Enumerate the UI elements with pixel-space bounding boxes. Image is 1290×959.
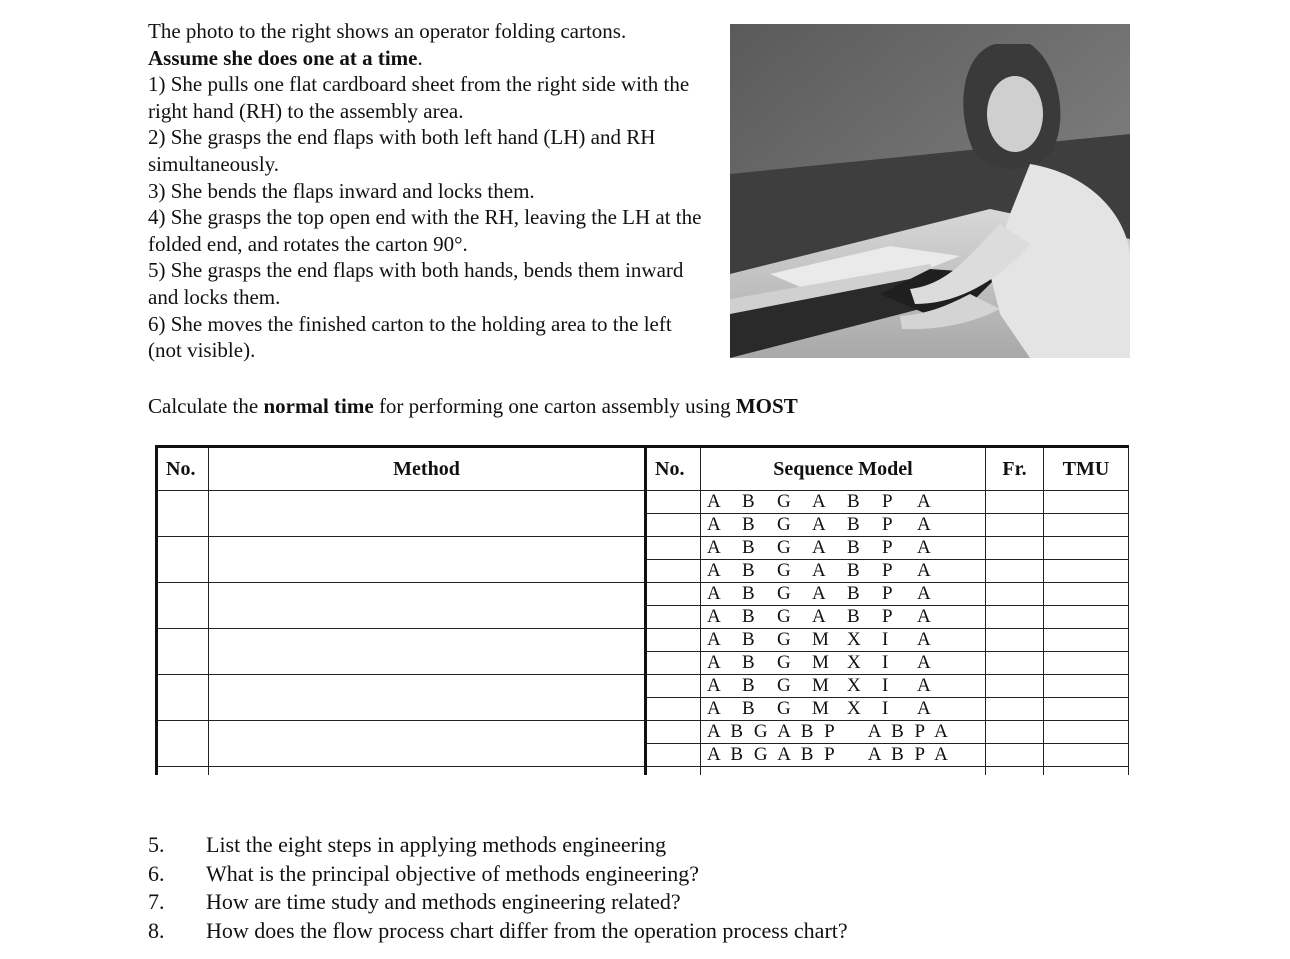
seq-letter: A bbox=[812, 514, 826, 535]
no-cell[interactable] bbox=[157, 491, 209, 537]
seq-letter: B bbox=[847, 560, 860, 581]
header-tmu: TMU bbox=[1044, 447, 1129, 491]
fr-cell[interactable] bbox=[986, 698, 1044, 721]
seq-letter: P bbox=[882, 491, 893, 512]
seq-letter: B bbox=[742, 583, 755, 604]
sequence-cell bbox=[701, 560, 986, 583]
seq-letter: G bbox=[777, 491, 791, 512]
seq-letter: A bbox=[707, 606, 721, 627]
seq-letter: A bbox=[707, 629, 721, 650]
no2-cell[interactable] bbox=[646, 560, 701, 583]
seq-letter: G bbox=[777, 698, 791, 719]
seq-letter: G bbox=[777, 606, 791, 627]
seq-letter: A bbox=[707, 675, 721, 696]
question-item bbox=[148, 917, 848, 946]
sequence-cell bbox=[701, 514, 986, 537]
sequence-cell bbox=[701, 767, 986, 776]
table-row bbox=[157, 583, 1129, 606]
seq-letter: P bbox=[882, 537, 893, 558]
no2-cell[interactable] bbox=[646, 537, 701, 560]
fr-cell[interactable] bbox=[986, 606, 1044, 629]
seq-letter: A bbox=[707, 583, 721, 604]
seq-letter: A bbox=[917, 629, 931, 650]
fr-cell[interactable] bbox=[986, 675, 1044, 698]
tmu-cell[interactable] bbox=[1044, 560, 1129, 583]
seq-letter: A bbox=[812, 606, 826, 627]
seq-letter: I bbox=[882, 675, 889, 696]
method-cell[interactable] bbox=[209, 721, 646, 767]
fr-cell bbox=[986, 767, 1044, 776]
seq-letter: B bbox=[742, 629, 755, 650]
tmu-cell[interactable] bbox=[1044, 629, 1129, 652]
table-row bbox=[157, 537, 1129, 560]
seq-letter: B bbox=[742, 537, 755, 558]
question-number: 7. bbox=[148, 889, 165, 914]
seq-letter: P bbox=[882, 560, 893, 581]
fr-cell[interactable] bbox=[986, 652, 1044, 675]
sequence-cell bbox=[701, 675, 986, 698]
tmu-cell bbox=[1044, 767, 1129, 776]
no-cell[interactable] bbox=[157, 629, 209, 675]
seq-letter: B bbox=[847, 583, 860, 604]
tmu-cell[interactable] bbox=[1044, 744, 1129, 767]
seq-letter: M bbox=[812, 698, 829, 719]
no2-cell[interactable] bbox=[646, 698, 701, 721]
seq-letter: A bbox=[917, 491, 931, 512]
calc-instruction bbox=[148, 393, 798, 419]
header-method: Method bbox=[209, 447, 646, 491]
seq-letter: G bbox=[777, 629, 791, 650]
sequence-cell bbox=[701, 606, 986, 629]
seq-letter: I bbox=[882, 629, 889, 650]
seq-letter: I bbox=[882, 698, 889, 719]
method-cell[interactable] bbox=[209, 583, 646, 629]
no-cell bbox=[157, 767, 209, 776]
question-item bbox=[148, 888, 848, 917]
no-cell[interactable] bbox=[157, 583, 209, 629]
header-fr: Fr. bbox=[986, 447, 1044, 491]
seq-letter: G bbox=[777, 560, 791, 581]
table-row bbox=[157, 675, 1129, 698]
seq-letter: B bbox=[742, 652, 755, 673]
tmu-cell[interactable] bbox=[1044, 537, 1129, 560]
seq-letter: A bbox=[917, 514, 931, 535]
assume-line: Assume she does one at a time. bbox=[148, 45, 423, 70]
method-cell[interactable] bbox=[209, 629, 646, 675]
fr-cell[interactable] bbox=[986, 583, 1044, 606]
seq-letter: A bbox=[812, 583, 826, 604]
seq-letter: A bbox=[707, 560, 721, 581]
intro-line: The photo to the right shows an operator folding cartons. bbox=[148, 19, 627, 43]
question-item bbox=[148, 831, 848, 860]
seq-letter: A bbox=[917, 583, 931, 604]
sequence-cell bbox=[701, 583, 986, 606]
fr-cell[interactable] bbox=[986, 744, 1044, 767]
tmu-cell[interactable] bbox=[1044, 583, 1129, 606]
seq-letter: I bbox=[882, 652, 889, 673]
seq-letter: P bbox=[882, 583, 893, 604]
no-cell[interactable] bbox=[157, 537, 209, 583]
method-cell[interactable] bbox=[209, 537, 646, 583]
seq-letter: A bbox=[812, 537, 826, 558]
seq-letter: A bbox=[707, 652, 721, 673]
seq-letter: M bbox=[812, 652, 829, 673]
seq-group-get-move: A B G A B P bbox=[707, 744, 838, 765]
sequence-cell bbox=[701, 629, 986, 652]
seq-letter: A bbox=[917, 675, 931, 696]
table-row bbox=[157, 721, 1129, 744]
question-number: 6. bbox=[148, 860, 165, 886]
seq-letter: A bbox=[707, 537, 721, 558]
seq-letter: G bbox=[777, 537, 791, 558]
tmu-cell[interactable] bbox=[1044, 721, 1129, 744]
seq-group-put-return: A B P A bbox=[867, 744, 951, 765]
seq-letter: M bbox=[812, 675, 829, 696]
seq-letter: A bbox=[707, 698, 721, 719]
tmu-cell[interactable] bbox=[1044, 491, 1129, 514]
no2-cell[interactable] bbox=[646, 652, 701, 675]
method-cell bbox=[209, 767, 646, 776]
seq-letter: A bbox=[707, 491, 721, 512]
fr-cell[interactable] bbox=[986, 721, 1044, 744]
review-questions bbox=[148, 831, 848, 945]
seq-group-get-move: A B G A B P bbox=[707, 721, 838, 742]
no2-cell[interactable] bbox=[646, 744, 701, 767]
step-6: 6) She moves the finished carton to the holding area to the left (not visible). bbox=[148, 311, 672, 363]
seq-letter: B bbox=[742, 560, 755, 581]
table-header-row bbox=[157, 447, 1129, 491]
seq-letter: B bbox=[742, 514, 755, 535]
calc-prefix: Calculate the bbox=[148, 394, 264, 418]
table-row bbox=[157, 629, 1129, 652]
seq-letter: X bbox=[847, 629, 861, 650]
seq-letter: A bbox=[707, 514, 721, 535]
tmu-cell[interactable] bbox=[1044, 606, 1129, 629]
header-sequence-model: Sequence Model bbox=[701, 447, 986, 491]
most-worksheet-table bbox=[155, 445, 1129, 775]
seq-letter: B bbox=[742, 698, 755, 719]
sequence-cell bbox=[701, 652, 986, 675]
fr-cell[interactable] bbox=[986, 537, 1044, 560]
question-item bbox=[148, 860, 848, 889]
seq-letter: P bbox=[882, 514, 893, 535]
seq-group-put-return: A B P A bbox=[867, 721, 951, 742]
fr-cell[interactable] bbox=[986, 514, 1044, 537]
no2-cell[interactable] bbox=[646, 721, 701, 744]
no2-cell[interactable] bbox=[646, 675, 701, 698]
step-2: 2) She grasps the end flaps with both left hand (LH) and RH simultaneously. bbox=[148, 125, 656, 176]
header-no-2: No. bbox=[646, 447, 701, 491]
seq-letter: B bbox=[742, 491, 755, 512]
seq-letter: B bbox=[847, 514, 860, 535]
tmu-cell[interactable] bbox=[1044, 675, 1129, 698]
operator-photo-illustration bbox=[730, 24, 1130, 358]
operator-photo bbox=[730, 24, 1130, 358]
seq-letter: B bbox=[847, 537, 860, 558]
sequence-cell bbox=[701, 491, 986, 514]
sequence-cell bbox=[701, 698, 986, 721]
step-5: 5) She grasps the end flaps with both hands, bends them inward and locks them. bbox=[148, 258, 684, 309]
step-4: 4) She grasps the top open end with the RH, leaving the LH at the folded end, and rotates the carton 90°. bbox=[148, 205, 702, 256]
seq-letter: G bbox=[777, 583, 791, 604]
no2-cell[interactable] bbox=[646, 629, 701, 652]
seq-letter: B bbox=[742, 675, 755, 696]
no2-cell[interactable] bbox=[646, 583, 701, 606]
seq-letter: A bbox=[917, 698, 931, 719]
no2-cell bbox=[646, 767, 701, 776]
method-cell[interactable] bbox=[209, 675, 646, 721]
assume-text: Assume she does one at a time bbox=[148, 45, 418, 70]
fr-cell[interactable] bbox=[986, 560, 1044, 583]
seq-letter: A bbox=[917, 560, 931, 581]
seq-letter: P bbox=[882, 606, 893, 627]
table-row bbox=[157, 491, 1129, 514]
seq-letter: X bbox=[847, 652, 861, 673]
seq-letter: A bbox=[812, 491, 826, 512]
sequence-cell bbox=[701, 721, 986, 744]
question-number: 8. bbox=[148, 917, 165, 943]
calc-normal-time: normal time bbox=[263, 394, 374, 418]
tmu-cell[interactable] bbox=[1044, 652, 1129, 675]
question-text: How are time study and methods engineering related? bbox=[206, 889, 681, 914]
seq-letter: B bbox=[742, 606, 755, 627]
seq-letter: A bbox=[917, 606, 931, 627]
problem-statement bbox=[148, 18, 708, 364]
seq-letter: B bbox=[847, 491, 860, 512]
question-number: 5. bbox=[148, 832, 165, 857]
no2-cell[interactable] bbox=[646, 514, 701, 537]
fr-cell[interactable] bbox=[986, 491, 1044, 514]
tmu-cell[interactable] bbox=[1044, 698, 1129, 721]
seq-letter: A bbox=[917, 652, 931, 673]
no2-cell[interactable] bbox=[646, 491, 701, 514]
question-text: List the eight steps in applying methods engineering bbox=[206, 832, 667, 857]
seq-letter: B bbox=[847, 606, 860, 627]
step-1: 1) She pulls one flat cardboard sheet from the right side with the right hand (RH) to the assembly area. bbox=[148, 72, 690, 123]
step-3: 3) She bends the flaps inward and locks them. bbox=[148, 178, 535, 203]
seq-letter: X bbox=[847, 698, 861, 719]
table-row-cut bbox=[157, 767, 1129, 776]
tmu-cell[interactable] bbox=[1044, 514, 1129, 537]
seq-letter: A bbox=[812, 560, 826, 581]
seq-letter: G bbox=[777, 514, 791, 535]
no-cell[interactable] bbox=[157, 721, 209, 767]
no2-cell[interactable] bbox=[646, 606, 701, 629]
seq-letter: G bbox=[777, 675, 791, 696]
seq-letter: G bbox=[777, 652, 791, 673]
calc-most: MOST bbox=[735, 394, 798, 418]
sequence-cell bbox=[701, 744, 986, 767]
seq-letter: X bbox=[847, 675, 861, 696]
most-table-wrapper bbox=[155, 445, 1127, 795]
sequence-cell bbox=[701, 537, 986, 560]
fr-cell[interactable] bbox=[986, 629, 1044, 652]
question-text: What is the principal objective of methods engineering? bbox=[206, 860, 700, 886]
question-text: How does the flow process chart differ from the operation process chart? bbox=[206, 917, 848, 943]
seq-letter: M bbox=[812, 629, 829, 650]
method-cell[interactable] bbox=[209, 491, 646, 537]
no-cell[interactable] bbox=[157, 675, 209, 721]
header-no: No. bbox=[157, 447, 209, 491]
seq-letter: A bbox=[917, 537, 931, 558]
calc-middle: for performing one carton assembly using bbox=[373, 394, 736, 418]
